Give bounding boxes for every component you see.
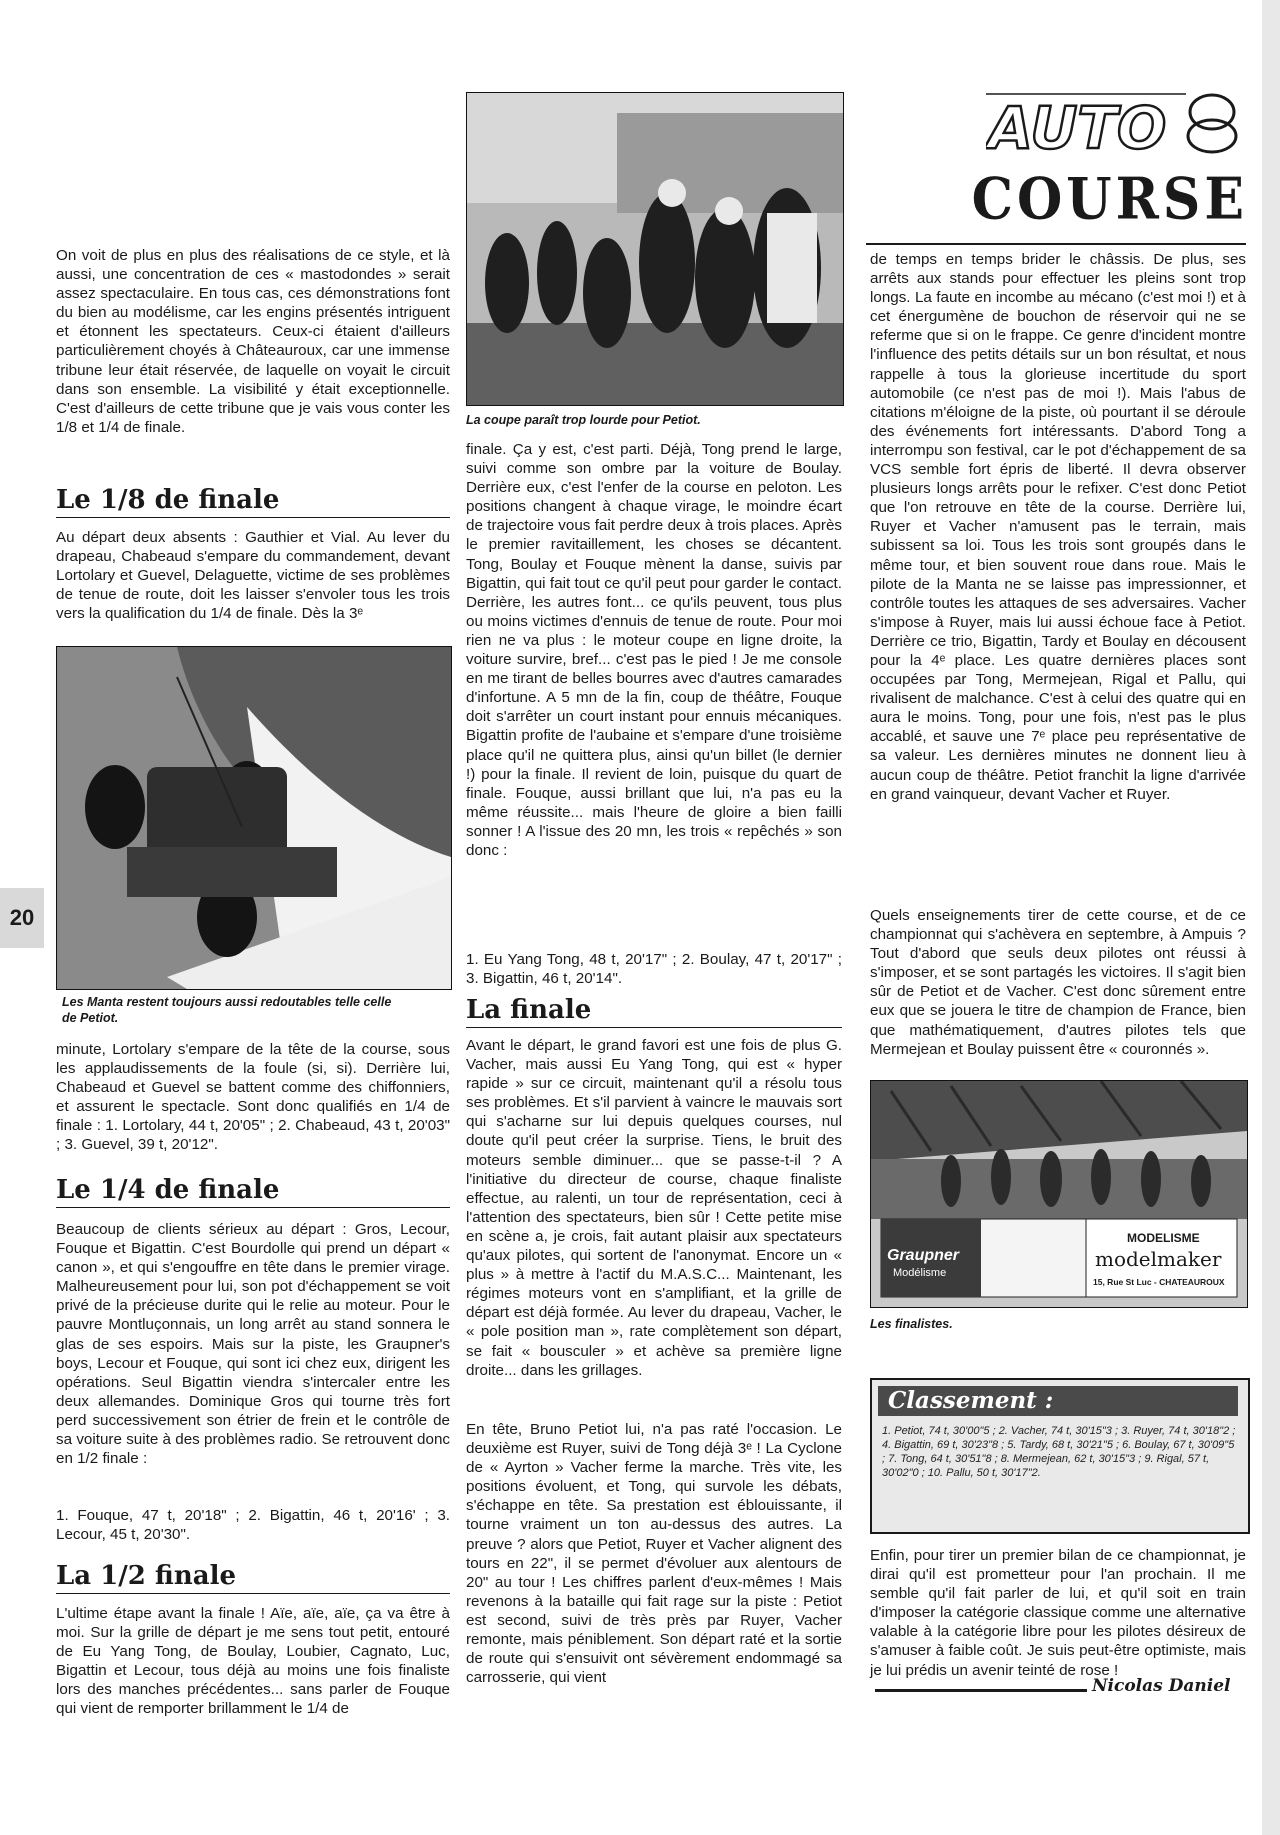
caption-manta: Les Manta restent toujours aussi redoutables telle celle de Petiot.	[62, 995, 392, 1025]
classement-box	[870, 1378, 1250, 1534]
result-1-4-finale: 1. Fouque, 47 t, 20'18" ; 2. Bigattin, 46 t, 20'16' ; 3. Lecour, 45 t, 20'30".	[56, 1507, 450, 1544]
caption-trophy: La coupe paraît trop lourde pour Petiot.	[466, 413, 701, 427]
text-1-8-finale: Au départ deux absents : Gauthier et Vial. Au lever du drapeau, Chabeaud s'empare du commandement, devant Lortolary et Guevel, Delaguette, victime de ses problèmes de tenue de route, doit les laisser s'envoler tous les trois vers la qualification du 1/4 de finale. Dès la 3ᵉ	[56, 529, 450, 623]
photo-finalists	[870, 1080, 1248, 1308]
sign-graupner: Graupner	[887, 1247, 960, 1264]
photo-manta-car-image	[57, 647, 451, 989]
author-signature: Nicolas Daniel	[1092, 1676, 1231, 1696]
section-title: COURSE	[971, 165, 1248, 233]
sign-graupner-sub: Modélisme	[893, 1267, 947, 1279]
text-1-2-finale-continued: finale. Ça y est, c'est parti. Déjà, Tong prend le large, suivi comme son ombre par la voiture de Boulay. Derrière eux, c'est l'enfer de la course en peloton. Les positions changent à chaque virage, le moindre écart de trajectoire vous fait perdre deux à trois places. Après le premier ravitaillement, les choses se décantent. Tong, Boulay et Fouque mènent la danse, suivis par Bigattin, qui fait tout ce qu'il peut pour garder le contact. Derrière, les autres font... ce qu'ils peuvent, tous plus ou moins victimes d'ennuis de tenue de route. Pour moi rien ne va plus : le moteur coupe en ligne droite, la voiture survire, bref... c'est pas le pied ! Je me console en me tirant de belles bourres avec d'autres camarades d'infortune. A 5 mn de la fin, coup de théâtre, Fouque doit s'arrêter un court instant pour ennuis mécaniques. Bigattin profite de l'aubaine et s'empare d'une troisième place qu'il ne quittera plus, ainsi qu'un billet (le dernier !) pour la finale. Il revient de loin, puisque du quart de finale. Fouque, aussi brillant que lui, n'a pas eu la même réussite... mais l'heure de gloire a bien failli sonner ! A l'issue des 20 mn, les trois « repêchés » son donc :	[466, 441, 842, 859]
text-after-photo: minute, Lortolary s'empare de la tête de la course, sous les applaudissements de la foule (si, si). Derrière lui, Chabeaud et Guevel se battent comme des chiffonniers, et assurent le spectacle. Sont donc qualifiés en 1/4 de finale : 1. Lortolary, 44 t, 20'05" ; 2. Chabeaud, 43 t, 20'03" ; 3. Guevel, 39 t, 20'12".	[56, 1041, 450, 1154]
text-enseignements: Quels enseignements tirer de cette course, et de ce championnat qui s'achèvera en septembre, à Ampuis ? Tout d'abord que seuls deux pilotes ont réussi à s'imposer, et se sont partagés les victoires. Il s'agit bien sûr de Petiot et de Vacher. C'est donc sûrement entre eux que se jouera le titre de champion de France, bien que mathématiquement, d'autres pilotes tels que Mermejean et Boulay puissent être « couronnés ».	[870, 907, 1246, 1058]
photo-trophy-crowd-image	[467, 93, 843, 405]
intro-text: On voit de plus en plus des réalisations de ce style, et là aussi, une concentration de ces « mastodondes » serait assez spectaculaire. En tous cas, ces démonstrations font du bien au modélisme, car les engins présentés intriguent et étonnent les spectateurs. Ceux-ci étaient d'ailleurs particulièrement choyés à Châteauroux, car une immense tribune leur était réservée, de laquelle on voyait le circuit dans son ensemble. La visibilité y était exceptionnelle. C'est d'ailleurs de cette tribune que je vais vous conter les 1/8 et 1/4 de finale.	[56, 247, 450, 436]
text-finale-3: de temps en temps brider le châssis. De plus, ses arrêts aux stands pour effectuer les pleins sont trop longs. La faute en incombe au mécano (c'est moi !) et à cet énergumène de bouchon de réservoir qui ne se referme que si on le frappe. Ce genre d'incident montre l'influence des petits détails sur un bon résultat, et nous rappelle à tous la glorieuse incertitude du sport automobile (ce n'est pas de moi !). Mais l'abus de citations m'éloigne de la piste, où pourtant il se déroule des événements fort intéressants. D'abord Tong a interrompu son festival, car le pot d'échappement de sa VCS semble fort épris de liberté. Il devra observer plusieurs longs arrêts pour le refixer. C'est donc Petiot que l'on retrouve en tête de la course. Derrière lui, Ruyer et Vacher n'amusent pas le terrain, mais subissent sa loi. Tous les trois sont groupés dans le même tour, et bien souvent roue dans roue. Mais le pilote de la Manta ne se laisse pas impressionner, et contrôle toutes les attaques de ses adversaires. Vacher s'impose à Ruyer, mais lui aussi échoue face à Petiot. Derrière ce trio, Bigattin, Tardy et Boulay en décousent pour la 4ᵉ place. Les quatre dernières places sont occupées par Tong, Mermejean, Rigal et Pallu, qui rivalisent de malchance. C'est à celui des quatre qui en aura le moins. Tong, pour une fois, n'est pas le plus accablé, et sauve une 7ᵉ place peu représentative de sa valeur. Les dernières minutes ne donnent lieu à aucun coup de théâtre. Petiot franchit la ligne d'arrivée en grand vainqueur, devant Vacher et Ruyer.	[870, 251, 1246, 803]
sign-modelmaker: modelmaker	[1095, 1247, 1222, 1271]
page-number: 20	[0, 888, 44, 948]
svg-text:AUTO: AUTO	[988, 94, 1167, 154]
heading-finale: La finale	[466, 996, 842, 1028]
page-edge	[1262, 0, 1280, 1835]
heading-1-8-finale: Le 1/8 de finale	[56, 486, 450, 518]
text-finale-1: Avant le départ, le grand favori est une fois de plus G. Vacher, mais aussi Eu Yang Tong, qui est « hyper rapide » sur ce circuit, maintenant qu'il a résolu tous ses problèmes. Et s'il parvient à vaincre le mauvais sort qui s'acharne sur lui depuis quelques courses, nul doute qu'il peut créer la surprise. Tiens, le bruit des moteurs semble diminuer... que se passe-t-il ? A l'initiative du directeur de course, chaque finaliste effectue, au ralenti, un tour de représentation, ceci à l'attention des spectateurs, bien sûr ! Cette petite mise en scène a, je crois, fait autant plaisir aux spectateurs qu'aux pilotes, qui sortent de l'anonymat. Encore un « plus » à mettre à l'actif du M.A.S.C... Maintenant, les régimes moteurs vont en s'amplifiant, et la grille de départ est déjà formée. Au lever du drapeau, Vacher, le « pole position man », rate complètement son départ, se fait « bousculer » et achève sa première ligne droite... dans les grillages.	[466, 1037, 842, 1379]
auto8-logo	[986, 92, 1246, 154]
sign-modelisme: MODELISME	[1127, 1231, 1200, 1245]
photo-manta-car	[56, 646, 452, 990]
classement-title: Classement :	[878, 1386, 1238, 1416]
caption-finalists: Les finalistes.	[870, 1317, 953, 1331]
text-1-4-finale: Beaucoup de clients sérieux au départ : Gros, Lecour, Fouque et Bigattin. C'est Bourdolle qui prend un départ « canon », et qui s'engouffre en tête dans le premier virage. Malheureusement pour lui, son pot d'échappement se voit privé de la précieuse durite qui le relie au moteur. Pour le pauvre Montluçonnais, un long arrêt au stand sonnera le glas de ses espoirs. Mais sur la piste, les Graupner's boys, Lecour et Fouque, qui sont ici chez eux, dirigent les opérations. Seul Bigattin viendra s'intercaler entre les deux allemandes. Dominique Gros qui tourne très fort perd successivement son étrier de frein et le contrôle de sa voiture suite à des problèmes radio. Se retrouvent donc en 1/2 finale :	[56, 1221, 450, 1468]
heading-1-2-finale: La 1/2 finale	[56, 1562, 450, 1594]
sign-address: 15, Rue St Luc - CHATEAUROUX	[1093, 1277, 1225, 1287]
conclusion-text: Enfin, pour tirer un premier bilan de ce championnat, je dirai qu'il est prometteur pour l'an prochain. Il me semble qu'il fait parler de lui, et qu'il soit en train d'imposer la catégorie classique comme une alternative valable à la catégorie libre pour les pilotes désireux de s'amuser à faible coût. Je suis peut-être optimiste, mais je lui prédis un avenir teinté de rose !	[870, 1547, 1246, 1679]
heading-1-4-finale: Le 1/4 de finale	[56, 1176, 450, 1208]
text-1-2-finale: L'ultime étape avant la finale ! Aïe, aïe, aïe, ça va être à moi. Sur la grille de départ je me sens tout petit, entouré de Eu Yang Tong, de Boulay, Loubier, Cagnato, Luc, Bigattin et Lecour, tous déjà au moins une fois finaliste lors des manches précédentes... sans parler de Fouque qui vient de remporter brillamment le 1/4 de	[56, 1605, 450, 1718]
photo-trophy-crowd	[466, 92, 844, 406]
header-rule	[866, 243, 1246, 245]
result-1-2-finale: 1. Eu Yang Tong, 48 t, 20'17" ; 2. Boulay, 47 t, 20'17" ; 3. Bigattin, 46 t, 20'14".	[466, 951, 842, 988]
signature-rule	[875, 1689, 1087, 1692]
classement-results: 1. Petiot, 74 t, 30'00"5 ; 2. Vacher, 74 t, 30'15"3 ; 3. Ruyer, 74 t, 30'18"2 ; 4. Bigattin, 69 t, 30'23"8 ; 5. Tardy, 68 t, 30'21"5 ; 6. Boulay, 67 t, 30'09"5 ; 7. Tong, 64 t, 30'51"8 ; 8. Mermejean, 62 t, 30'15"3 ; 9. Rigal, 57 t, 30'02"0 ; 10. Pallu, 50 t, 30'17"2.	[882, 1425, 1236, 1479]
text-finale-2: En tête, Bruno Petiot lui, n'a pas raté l'occasion. Le deuxième est Ruyer, suivi de Tong déjà 3ᵉ ! La Cyclone de « Ayrton » Vacher ferme la marche. Très vite, les positions évoluent, et Tong, qui survole les débats, s'échappe en tête. Sa prestation est éblouissante, il tourne vraiment un ton au-dessus des autres. La preuve ? alors que Petiot, Ruyer et Vacher alignent des tours en 22", il se permet d'évoluer aux alentours de 20" au tour ! Les chiffres parlent d'eux-mêmes ! Mais revenons à la bataille qui fait rage sur la piste : Petiot est second, suivi de très près par Ruyer, Vacher remonte, mais péniblement. Son départ raté et la sortie de route qui s'ensuivit ont sévèrement endommagé sa carrosserie, qui vient	[466, 1421, 842, 1687]
